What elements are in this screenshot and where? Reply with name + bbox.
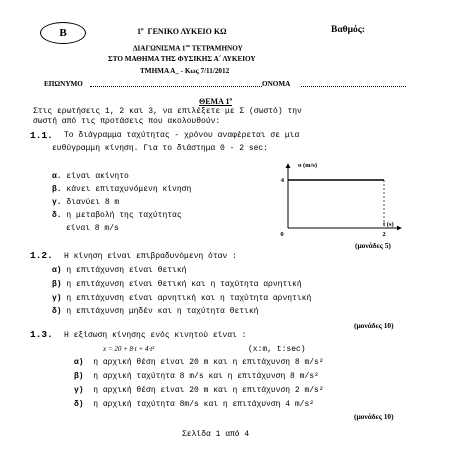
q1-option-a[interactable]: [52, 172, 129, 181]
q1-option-c[interactable]: [52, 198, 119, 207]
option-text: η επιτάχυνση είναι αρνητική και η ταχύτητα αρνητική: [66, 294, 312, 303]
q1-option-d[interactable]: [52, 211, 182, 220]
option-text: η επιτάχυνση είναι θετική και η ταχύτητα αρνητική: [66, 280, 302, 289]
q2-option-a[interactable]: [52, 266, 186, 275]
q3-option-d[interactable]: [74, 400, 314, 409]
grade-label: Βαθμός:: [331, 25, 365, 35]
q2-option-c[interactable]: [52, 294, 311, 303]
surname-field[interactable]: [90, 86, 262, 87]
q1-number: 1.1.: [30, 130, 53, 141]
page-number: Σελίδα 1 από 4: [182, 430, 250, 439]
option-letter: α): [74, 358, 84, 367]
q2-text: Η κίνηση είναι επιβραδυνόμενη όταν :: [64, 252, 237, 261]
option-text: η αρχική θέση είναι 20 m και η επιτάχυνση 2 m/s²: [93, 386, 324, 395]
option-text: η αρχική ταχύτητα 8 m/s και η επιτάχυνση 8 m/s²: [93, 372, 319, 381]
q1-text-line-1: Το διάγραμμα ταχύτητας - χρόνου αναφέρεται σε μια: [64, 131, 300, 140]
option-text: η αρχική ταχύτητα 8m/s και η επιτάχυνση 4 m/s²: [93, 400, 315, 409]
q1-text-line-2: ευθύγραμμη κίνηση. Για το διάστημα 0 - 2 sec:: [52, 144, 269, 153]
option-text: η επιτάχυνση είναι θετική: [66, 266, 187, 275]
instructions-line-2: σωστή από τις προτάσεις που ακολουθούν:: [33, 117, 221, 126]
theme-title-sup: ο: [229, 97, 232, 103]
exam-title: [133, 43, 243, 52]
q2-marks: (μονάδες 10): [354, 321, 394, 330]
option-text: κάνει επιταχυνόμενη κίνηση: [66, 185, 192, 194]
velocity-time-chart: [268, 158, 408, 238]
q3-units: (x:m, t:sec): [248, 345, 306, 354]
x-axis-label: t (s): [383, 221, 394, 228]
y-tick-label: 4: [280, 177, 284, 184]
name-label: ΟΝΟΜΑ: [262, 80, 291, 88]
option-letter: δ): [74, 400, 84, 409]
q1-option-b[interactable]: [52, 185, 191, 194]
q3-text: Η εξίσωση κίνησης ενός κινητού είναι :: [64, 331, 247, 340]
school-number-sup: ο: [141, 27, 144, 33]
q2-option-b[interactable]: [52, 280, 302, 289]
exam-title-sup: ου: [185, 43, 191, 48]
exam-title-suffix: ΤΕΤΡΑΜΗΝΟΥ: [191, 44, 243, 53]
instructions-line-1: Στις ερωτήσεις 1, 2 και 3, να επιλέξετε με Σ (σωστό) την: [33, 107, 302, 116]
school-title: [137, 27, 227, 36]
theme-title-text: ΘΕΜΑ 1: [199, 97, 230, 106]
option-letter: γ): [74, 386, 84, 395]
name-field[interactable]: [301, 86, 406, 87]
y-axis-label: υ (m/s): [298, 162, 318, 169]
surname-label: ΕΠΩΝΥΜΟ: [44, 80, 83, 88]
q3-option-c[interactable]: [74, 386, 324, 395]
option-text: διανύει 8 m: [66, 198, 120, 207]
option-letter: α.: [52, 172, 62, 181]
q3-marks: (μονάδες 10): [354, 412, 394, 421]
q3-equation: x = 20 + 8·t + 4·t²: [103, 345, 155, 353]
x-tick-label: 2: [382, 231, 386, 238]
school-name: ΓΕΝΙΚΟ ΛΥΚΕΙΟ ΚΩ: [147, 27, 227, 36]
q2-option-d[interactable]: [52, 307, 258, 316]
q1-option-d-continuation: είναι 8 m/s: [66, 224, 119, 233]
option-text: η μεταβολή της ταχύτητας: [66, 211, 182, 220]
school-number: 1: [137, 27, 141, 36]
option-letter: γ.: [52, 198, 62, 207]
q3-option-b[interactable]: [74, 372, 319, 381]
x-tick-label: 0: [280, 231, 284, 238]
option-text: η αρχική θέση είναι 20 m και η επιτάχυνση 8 m/s²: [93, 358, 324, 367]
option-letter: β.: [52, 185, 62, 194]
subject-line: ΣΤΟ ΜΑΘΗΜΑ ΤΗΣ ΦΥΣΙΚΗΣ Α΄ ΛΥΚΕΙΟΥ: [108, 55, 256, 63]
option-text: η επιτάχυνση μηδέν και η ταχύτητα θετική: [66, 307, 259, 316]
option-letter: α): [52, 266, 62, 275]
option-letter: γ): [52, 294, 62, 303]
exam-title-prefix: ΔΙΑΓΩΝΙΣΜΑ 1: [133, 44, 186, 53]
q2-number: 1.2.: [30, 250, 53, 261]
q1-marks: (μονάδες 5): [355, 241, 391, 250]
class-date-line: ΤΜΗΜΑ Α_ - Κως 7/11/2012: [140, 67, 230, 75]
q3-number: 1.3.: [30, 329, 53, 340]
q3-option-a[interactable]: [74, 358, 324, 367]
option-letter: δ.: [52, 211, 62, 220]
option-text: είναι ακίνητο: [66, 172, 129, 181]
option-letter: β): [52, 280, 62, 289]
exam-version-badge: Β: [40, 22, 86, 44]
theme-title: [199, 97, 232, 106]
option-letter: β): [74, 372, 84, 381]
option-letter: δ): [52, 307, 62, 316]
